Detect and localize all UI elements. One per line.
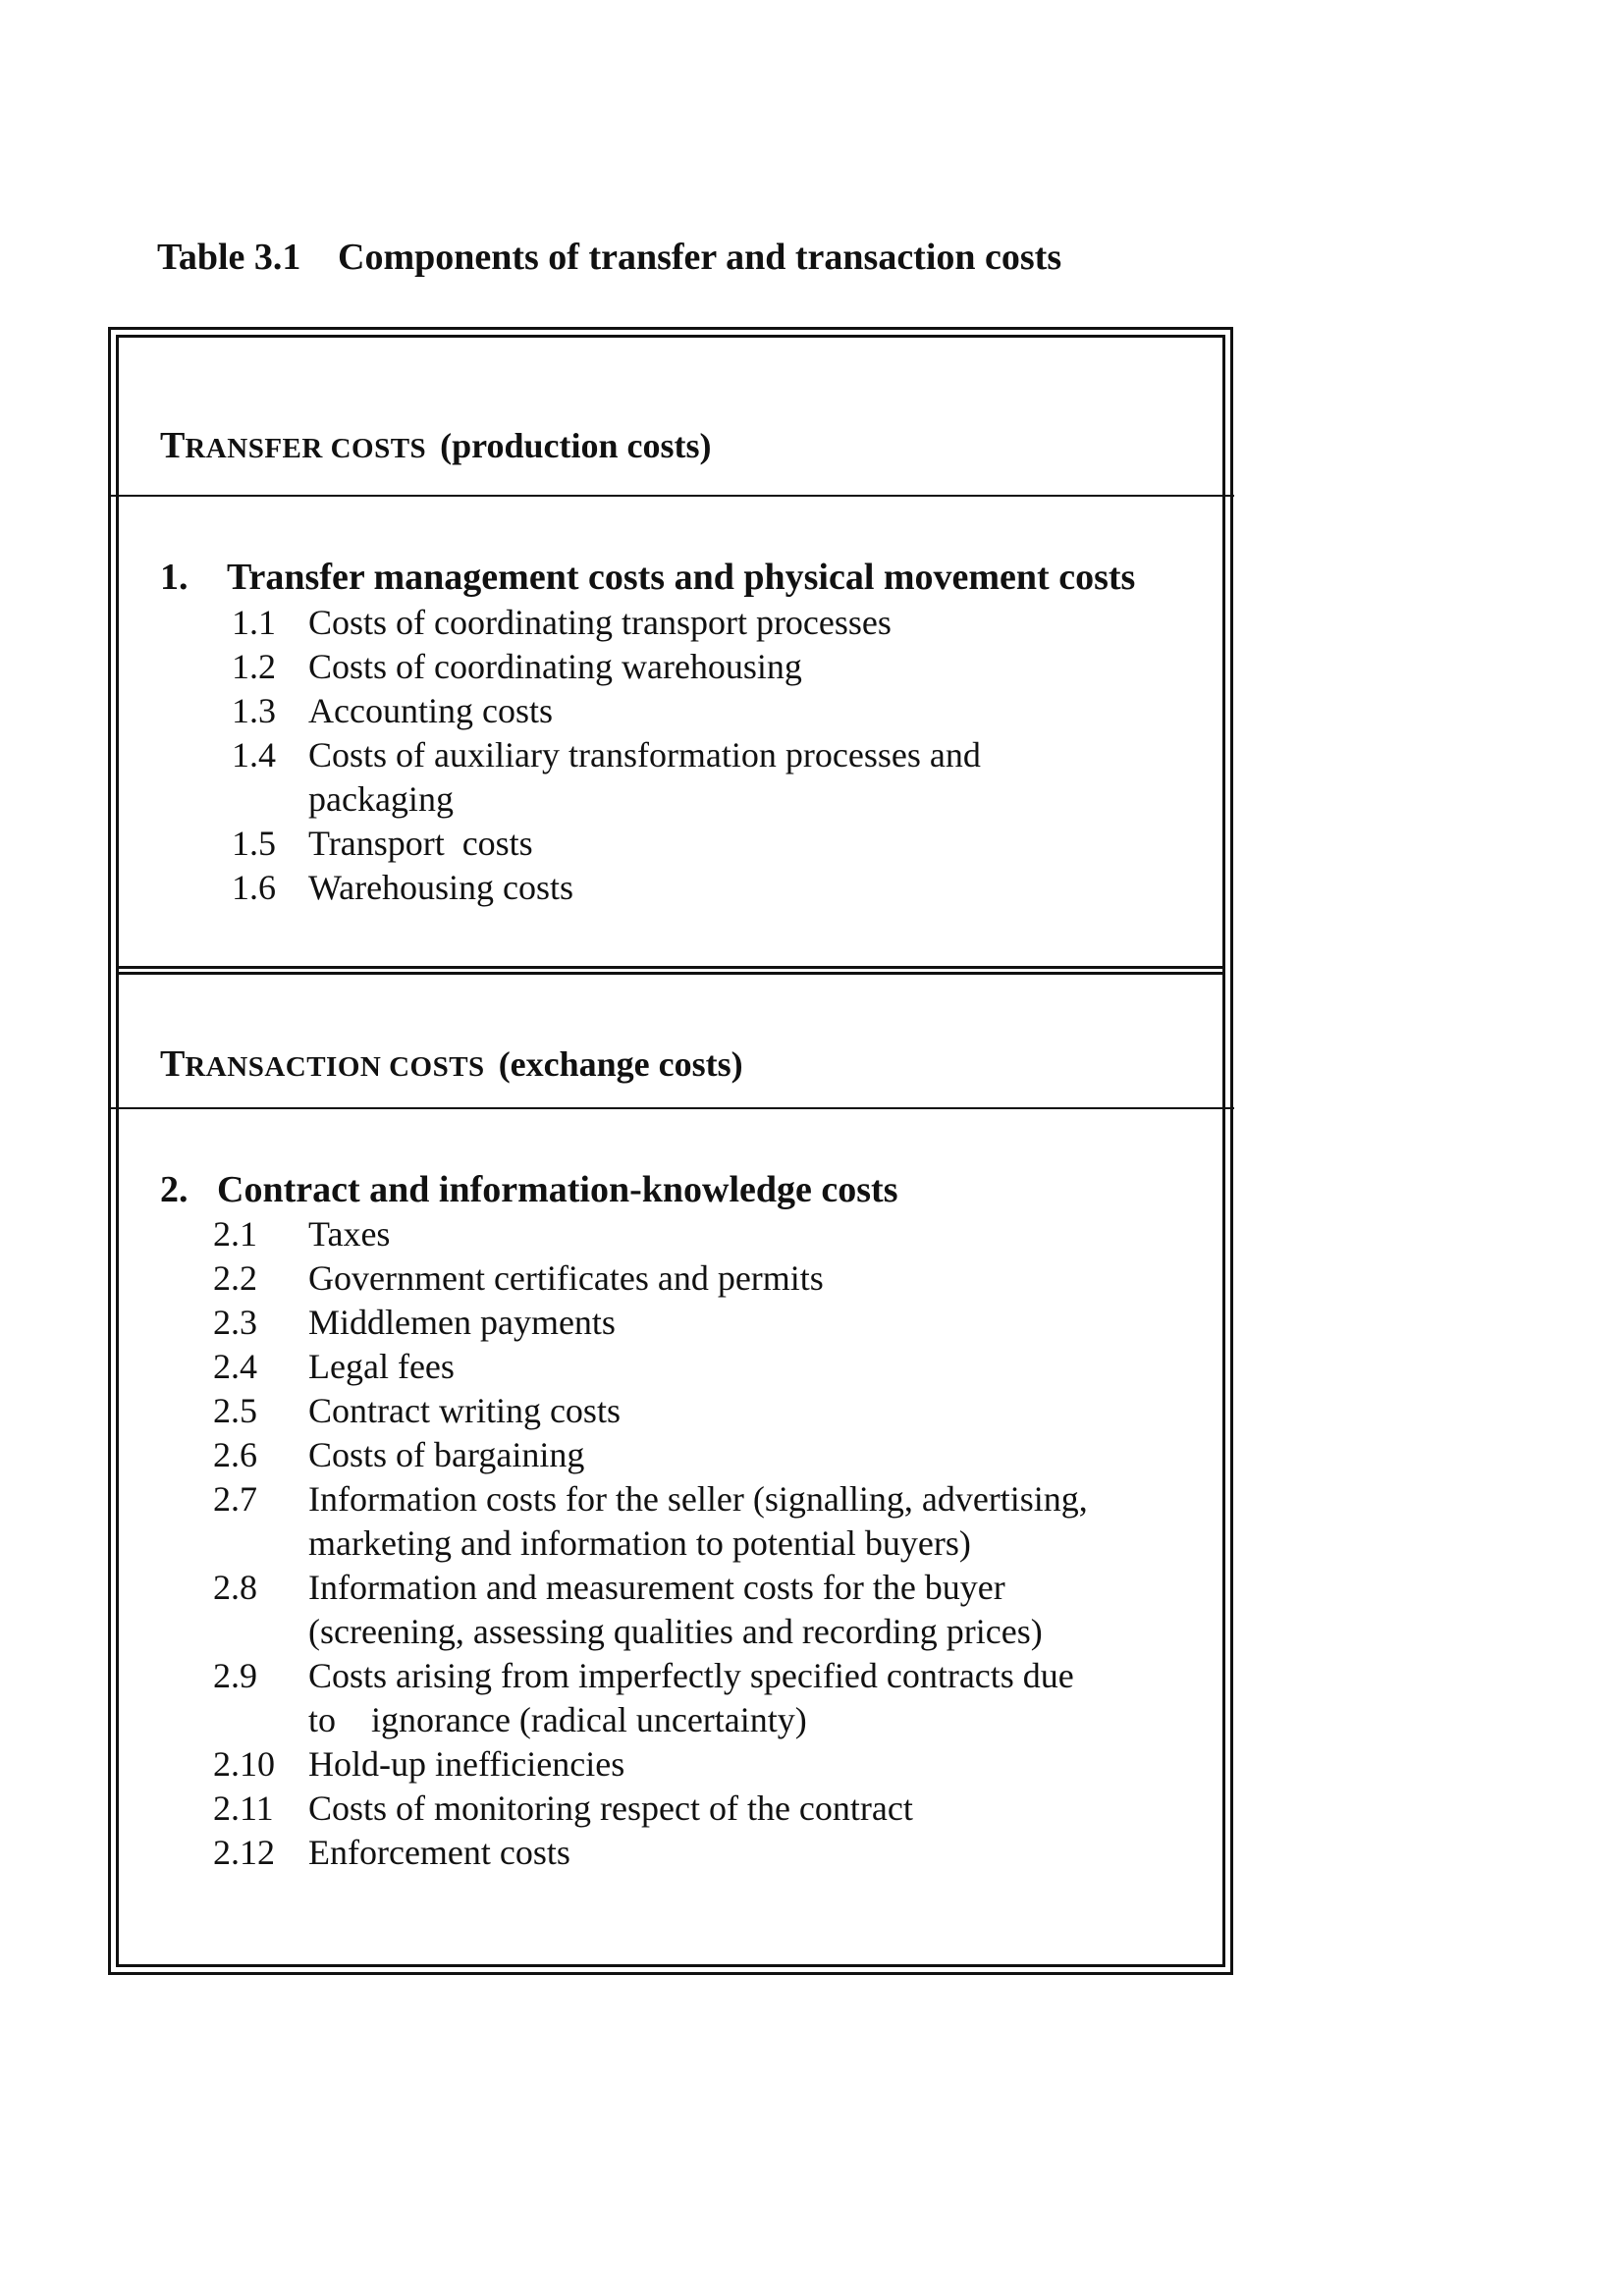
- transaction-item-number: 2.10: [213, 1744, 275, 1784]
- transfer-item: [119, 601, 981, 645]
- transaction-item: [119, 1566, 1088, 1654]
- transaction-item-number: 2.12: [213, 1833, 275, 1872]
- transfer-item-text: [308, 645, 802, 689]
- transaction-item-text: [308, 1787, 913, 1831]
- transaction-item-text: [308, 1345, 455, 1389]
- transaction-item-number: 2.4: [213, 1347, 257, 1386]
- transaction-items-list: [119, 1212, 1088, 1875]
- transfer-item-number: 1.3: [232, 691, 276, 730]
- transfer-item-line: Costs of coordinating warehousing: [308, 647, 802, 686]
- section-divider-lower: [119, 972, 1222, 975]
- transfer-item-line: Warehousing costs: [308, 868, 574, 907]
- transaction-item: [119, 1654, 1088, 1742]
- transfer-heading-initial: T: [160, 425, 186, 466]
- transaction-item: [119, 1389, 1088, 1433]
- transfer-heading-rest: RANSFER COSTS: [185, 433, 427, 464]
- transfer-heading-rule: [111, 495, 1234, 497]
- transfer-item-number: 1.2: [232, 647, 276, 686]
- transaction-heading-initial: T: [160, 1043, 186, 1085]
- transaction-item-text: [308, 1433, 584, 1477]
- table-frame: [108, 327, 1233, 1975]
- table-number: Table 3.1: [157, 237, 301, 278]
- transaction-item-line: Government certificates and permits: [308, 1258, 824, 1298]
- transaction-group-title: [160, 1168, 897, 1211]
- transaction-item-number: 2.9: [213, 1656, 257, 1695]
- transaction-item-line: Costs of monitoring respect of the contract: [308, 1789, 913, 1828]
- transfer-item: [119, 733, 981, 822]
- transaction-item-line: Costs of bargaining: [308, 1435, 585, 1474]
- transaction-item: [119, 1433, 1088, 1477]
- transaction-item: [119, 1212, 1088, 1256]
- table-title: Components of transfer and transaction costs: [338, 237, 1062, 278]
- transfer-item-line: Costs of coordinating transport processes: [308, 603, 892, 642]
- transaction-heading-rule: [111, 1107, 1234, 1109]
- transaction-item-text: [308, 1477, 1088, 1566]
- section-divider-upper: [119, 966, 1222, 969]
- transaction-item-line: Middlemen payments: [308, 1303, 616, 1342]
- transfer-item-line: Accounting costs: [308, 691, 553, 730]
- transaction-item-line: Costs arising from imperfectly specified contracts due: [308, 1656, 1074, 1695]
- transfer-item-number: 1.6: [232, 868, 276, 907]
- transfer-item-line: packaging: [308, 779, 454, 819]
- transfer-item-text: [308, 689, 553, 733]
- transaction-item-number: 2.6: [213, 1435, 257, 1474]
- transaction-item-number: 2.1: [213, 1214, 257, 1254]
- transaction-item-text: [308, 1212, 390, 1256]
- transaction-item-line: Information costs for the seller (signalling, advertising,: [308, 1479, 1088, 1519]
- transfer-item-line: Transport costs: [308, 824, 533, 863]
- transaction-item-line: Taxes: [308, 1214, 391, 1254]
- transfer-item-text: [308, 866, 573, 910]
- transfer-item: [119, 645, 981, 689]
- transfer-items-list: [119, 601, 981, 910]
- transfer-group-text: Transfer management costs and physical movement costs: [227, 557, 1136, 598]
- transaction-item-line: to ignorance (radical uncertainty): [308, 1700, 807, 1739]
- transaction-item-number: 2.7: [213, 1479, 257, 1519]
- transfer-group-number: 1.: [160, 557, 189, 598]
- transaction-item-number: 2.8: [213, 1568, 257, 1607]
- transaction-item: [119, 1345, 1088, 1389]
- transaction-group-text: Contract and information-knowledge costs: [217, 1169, 898, 1210]
- transaction-item-text: [308, 1301, 616, 1345]
- transfer-item-text: [308, 822, 533, 866]
- transaction-item: [119, 1742, 1088, 1787]
- transaction-item: [119, 1301, 1088, 1345]
- transaction-item-text: [308, 1256, 824, 1301]
- transfer-item: [119, 822, 981, 866]
- transaction-item-line: marketing and information to potential buyers): [308, 1523, 971, 1563]
- transaction-item-text: [308, 1831, 570, 1875]
- transaction-group-number: 2.: [160, 1169, 189, 1210]
- transaction-item-line: Contract writing costs: [308, 1391, 621, 1430]
- transaction-item-number: 2.5: [213, 1391, 257, 1430]
- transaction-item: [119, 1831, 1088, 1875]
- transaction-item: [119, 1787, 1088, 1831]
- transaction-item-line: Legal fees: [308, 1347, 455, 1386]
- transfer-item: [119, 689, 981, 733]
- transaction-item-text: [308, 1389, 621, 1433]
- transaction-item-text: [308, 1742, 624, 1787]
- transfer-item-line: Costs of auxiliary transformation processes and: [308, 735, 981, 774]
- transaction-item-line: Enforcement costs: [308, 1833, 570, 1872]
- transaction-item-line: (screening, assessing qualities and recording prices): [308, 1612, 1043, 1651]
- transaction-item-text: [308, 1566, 1043, 1654]
- table-caption: [157, 236, 1061, 279]
- transfer-costs-heading: [160, 424, 712, 467]
- transfer-item: [119, 866, 981, 910]
- transaction-costs-heading: [160, 1042, 743, 1086]
- transaction-item-number: 2.2: [213, 1258, 257, 1298]
- transaction-item-line: Hold-up inefficiencies: [308, 1744, 625, 1784]
- transfer-group-title: [160, 556, 1135, 599]
- transaction-item-number: 2.3: [213, 1303, 257, 1342]
- transaction-item-line: Information and measurement costs for the buyer: [308, 1568, 1005, 1607]
- transaction-heading-rest: RANSACTION COSTS: [185, 1051, 485, 1083]
- transaction-item: [119, 1477, 1088, 1566]
- transaction-item-number: 2.11: [213, 1789, 274, 1828]
- transaction-item: [119, 1256, 1088, 1301]
- transfer-item-text: [308, 733, 981, 822]
- transaction-item-text: [308, 1654, 1074, 1742]
- transfer-item-number: 1.5: [232, 824, 276, 863]
- transfer-heading-sub: (production costs): [440, 426, 712, 465]
- transaction-heading-sub: (exchange costs): [498, 1044, 743, 1084]
- table-inner-frame: [116, 335, 1225, 1967]
- transfer-item-number: 1.1: [232, 603, 276, 642]
- transfer-item-number: 1.4: [232, 735, 276, 774]
- transfer-item-text: [308, 601, 892, 645]
